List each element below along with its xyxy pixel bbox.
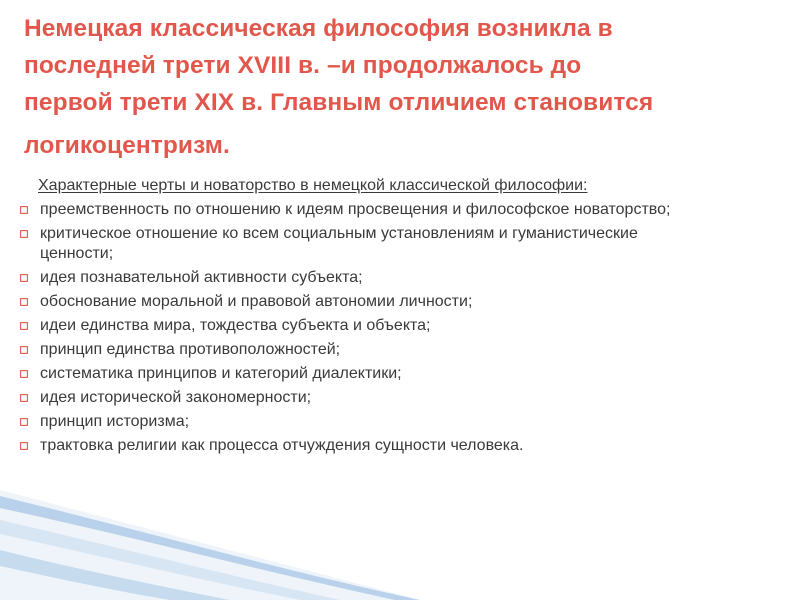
hollow-square-icon [18, 316, 30, 336]
slide-content [20, 176, 740, 460]
list-item [20, 316, 740, 336]
title-line: последней трети XVIII в. –и продолжалось до [24, 52, 582, 79]
content-subtitle: Характерные черты и новаторство в немецкой классической философии: [38, 177, 588, 194]
list-item-text: критическое отношение ко всем социальным установлениям и гуманистические ценности; [40, 225, 638, 262]
list-item-text: трактовка религии как процесса отчуждения сущности человека. [40, 437, 524, 454]
list-item-text: обоснование моральной и правовой автономии личности; [40, 293, 473, 310]
title-line: первой трети XIX в. Главным отличием становится [24, 89, 654, 116]
hollow-square-icon [18, 436, 30, 456]
list-item [20, 200, 740, 220]
slide-title [24, 10, 764, 164]
list-item [20, 292, 740, 312]
list-item-text: принцип историзма; [40, 413, 190, 430]
hollow-square-icon [18, 340, 30, 360]
list-item-text: идея исторической закономерности; [40, 389, 312, 406]
list-item-text: идея познавательной активности субъекта; [40, 269, 363, 286]
bullet-list [20, 200, 740, 456]
hollow-square-icon [18, 224, 30, 244]
title-line: Немецкая классическая философия возникла в [24, 15, 613, 42]
list-item [20, 388, 740, 408]
decorative-wave-graphic [0, 490, 800, 600]
list-item [20, 436, 740, 456]
hollow-square-icon [18, 200, 30, 220]
list-item-text: идеи единства мира, тождества субъекта и объекта; [40, 317, 431, 334]
list-item [20, 224, 740, 264]
hollow-square-icon [18, 292, 30, 312]
list-item [20, 340, 740, 360]
list-item-text: систематика принципов и категорий диалектики; [40, 365, 402, 382]
list-item-text: принцип единства противоположностей; [40, 341, 341, 358]
list-item-text: преемственность по отношению к идеям просвещения и философское новаторство; [40, 201, 671, 218]
hollow-square-icon [18, 364, 30, 384]
hollow-square-icon [18, 412, 30, 432]
list-item [20, 268, 740, 288]
list-item [20, 364, 740, 384]
list-item [20, 412, 740, 432]
title-line: логикоцентризм. [24, 132, 230, 159]
hollow-square-icon [18, 268, 30, 288]
hollow-square-icon [18, 388, 30, 408]
